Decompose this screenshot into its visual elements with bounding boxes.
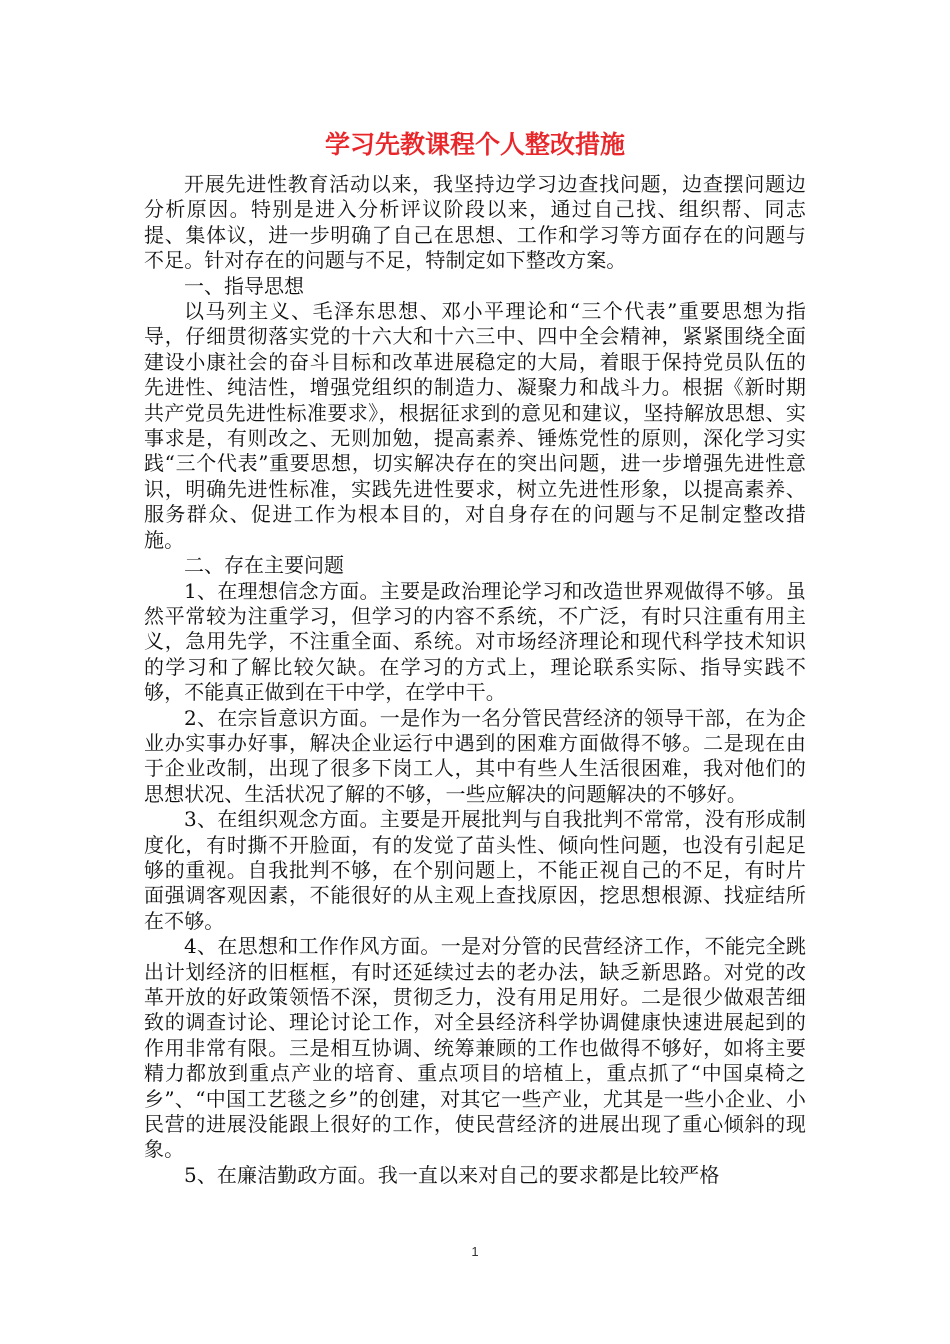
guiding-thought-paragraph: 以马列主义、毛泽东思想、邓小平理论和“三个代表”重要思想为指导，仔细贯彻落实党的十六大和十六三中、四中全会精神，紧紧围绕全面建设小康社会的奋斗目标和改革进展稳定的大局，着眼于保持党员队伍的先进性、纯洁性，增强党组织的制造力、凝聚力和战斗力。根据《新时期共产党员先进性标准要求》，根据征求到的意见和建议，坚持解放思想、实事求是，有则改之、无则加勉，提高素养、锤炼党性的原则，深化学习实践“三个代表”重要思想，切实解决存在的突出问题，进一步增强先进性意识，明确先进性标准，实践先进性要求，树立先进性形象，以提高素养、服务群众、促进工作为根本目的，对自身存在的问题与不足制定整改措施。 — [144, 299, 806, 552]
document-body — [144, 172, 806, 1188]
intro-paragraph: 开展先进性教育活动以来，我坚持边学习边查找问题，边查摆问题边分析原因。特别是进入分析评议阶段以来，通过自己找、组织帮、同志提、集体议，进一步明确了自己在思想、工作和学习等方面存在的问题与不足。针对存在的问题与不足，特制定如下整改方案。 — [144, 172, 806, 273]
problem-paragraph-3: 3、在组织观念方面。主要是开展批判与自我批判不常常，没有形成制度化，有时撕不开脸面，有的发觉了苗头性、倾向性问题，也没有引起足够的重视。自我批判不够，在个别问题上，不能正视自己的不足，有时片面强调客观因素，不能很好的从主观上查找原因，挖思想根源、找症结所在不够。 — [144, 807, 806, 933]
problem-paragraph-4: 4、在思想和工作作风方面。一是对分管的民营经济工作，不能完全跳出计划经济的旧框框，有时还延续过去的老办法，缺乏新思路。对党的改革开放的好政策领悟不深，贯彻乏力，没有用足用好。二是很少做艰苦细致的调查讨论、理论讨论工作，对全县经济科学协调健康快速进展起到的作用非常有限。三是相互协调、统筹兼顾的工作也做得不够好，如将主要精力都放到重点产业的培育、重点项目的培植上，重点抓了“中国桌椅之乡”、“中国工艺毯之乡”的创建，对其它一些产业，尤其是一些小企业、小民营的进展没能跟上很好的工作，使民营经济的进展出现了重心倾斜的现象。 — [144, 934, 806, 1162]
problem-paragraph-2: 2、在宗旨意识方面。一是作为一名分管民营经济的领导干部，在为企业办实事办好事，解决企业运行中遇到的困难方面做得不够。二是现在由于企业改制，出现了很多下岗工人，其中有些人生活很困难，我对他们的思想状况、生活状况了解的不够，一些应解决的问题解决的不够好。 — [144, 705, 806, 806]
section-heading-guiding-thought: 一、指导思想 — [184, 273, 304, 298]
problem-paragraph-1: 1、在理想信念方面。主要是政治理论学习和改造世界观做得不够。虽然平常较为注重学习，但学习的内容不系统，不广泛，有时只注重有用主义，急用先学，不注重全面、系统。对市场经济理论和现代科学技术知识的学习和了解比较欠缺。在学习的方式上，理论联系实际、指导实践不够，不能真正做到在干中学，在学中干。 — [144, 578, 806, 705]
problem-paragraph-5: 5、在廉洁勤政方面。我一直以来对自己的要求都是比较严格 — [184, 1162, 720, 1187]
section-heading-main-problems: 二、存在主要问题 — [184, 553, 344, 578]
document-title: 学习先教课程个人整改措施 — [324, 130, 625, 159]
page-number: 1 — [471, 1244, 479, 1259]
